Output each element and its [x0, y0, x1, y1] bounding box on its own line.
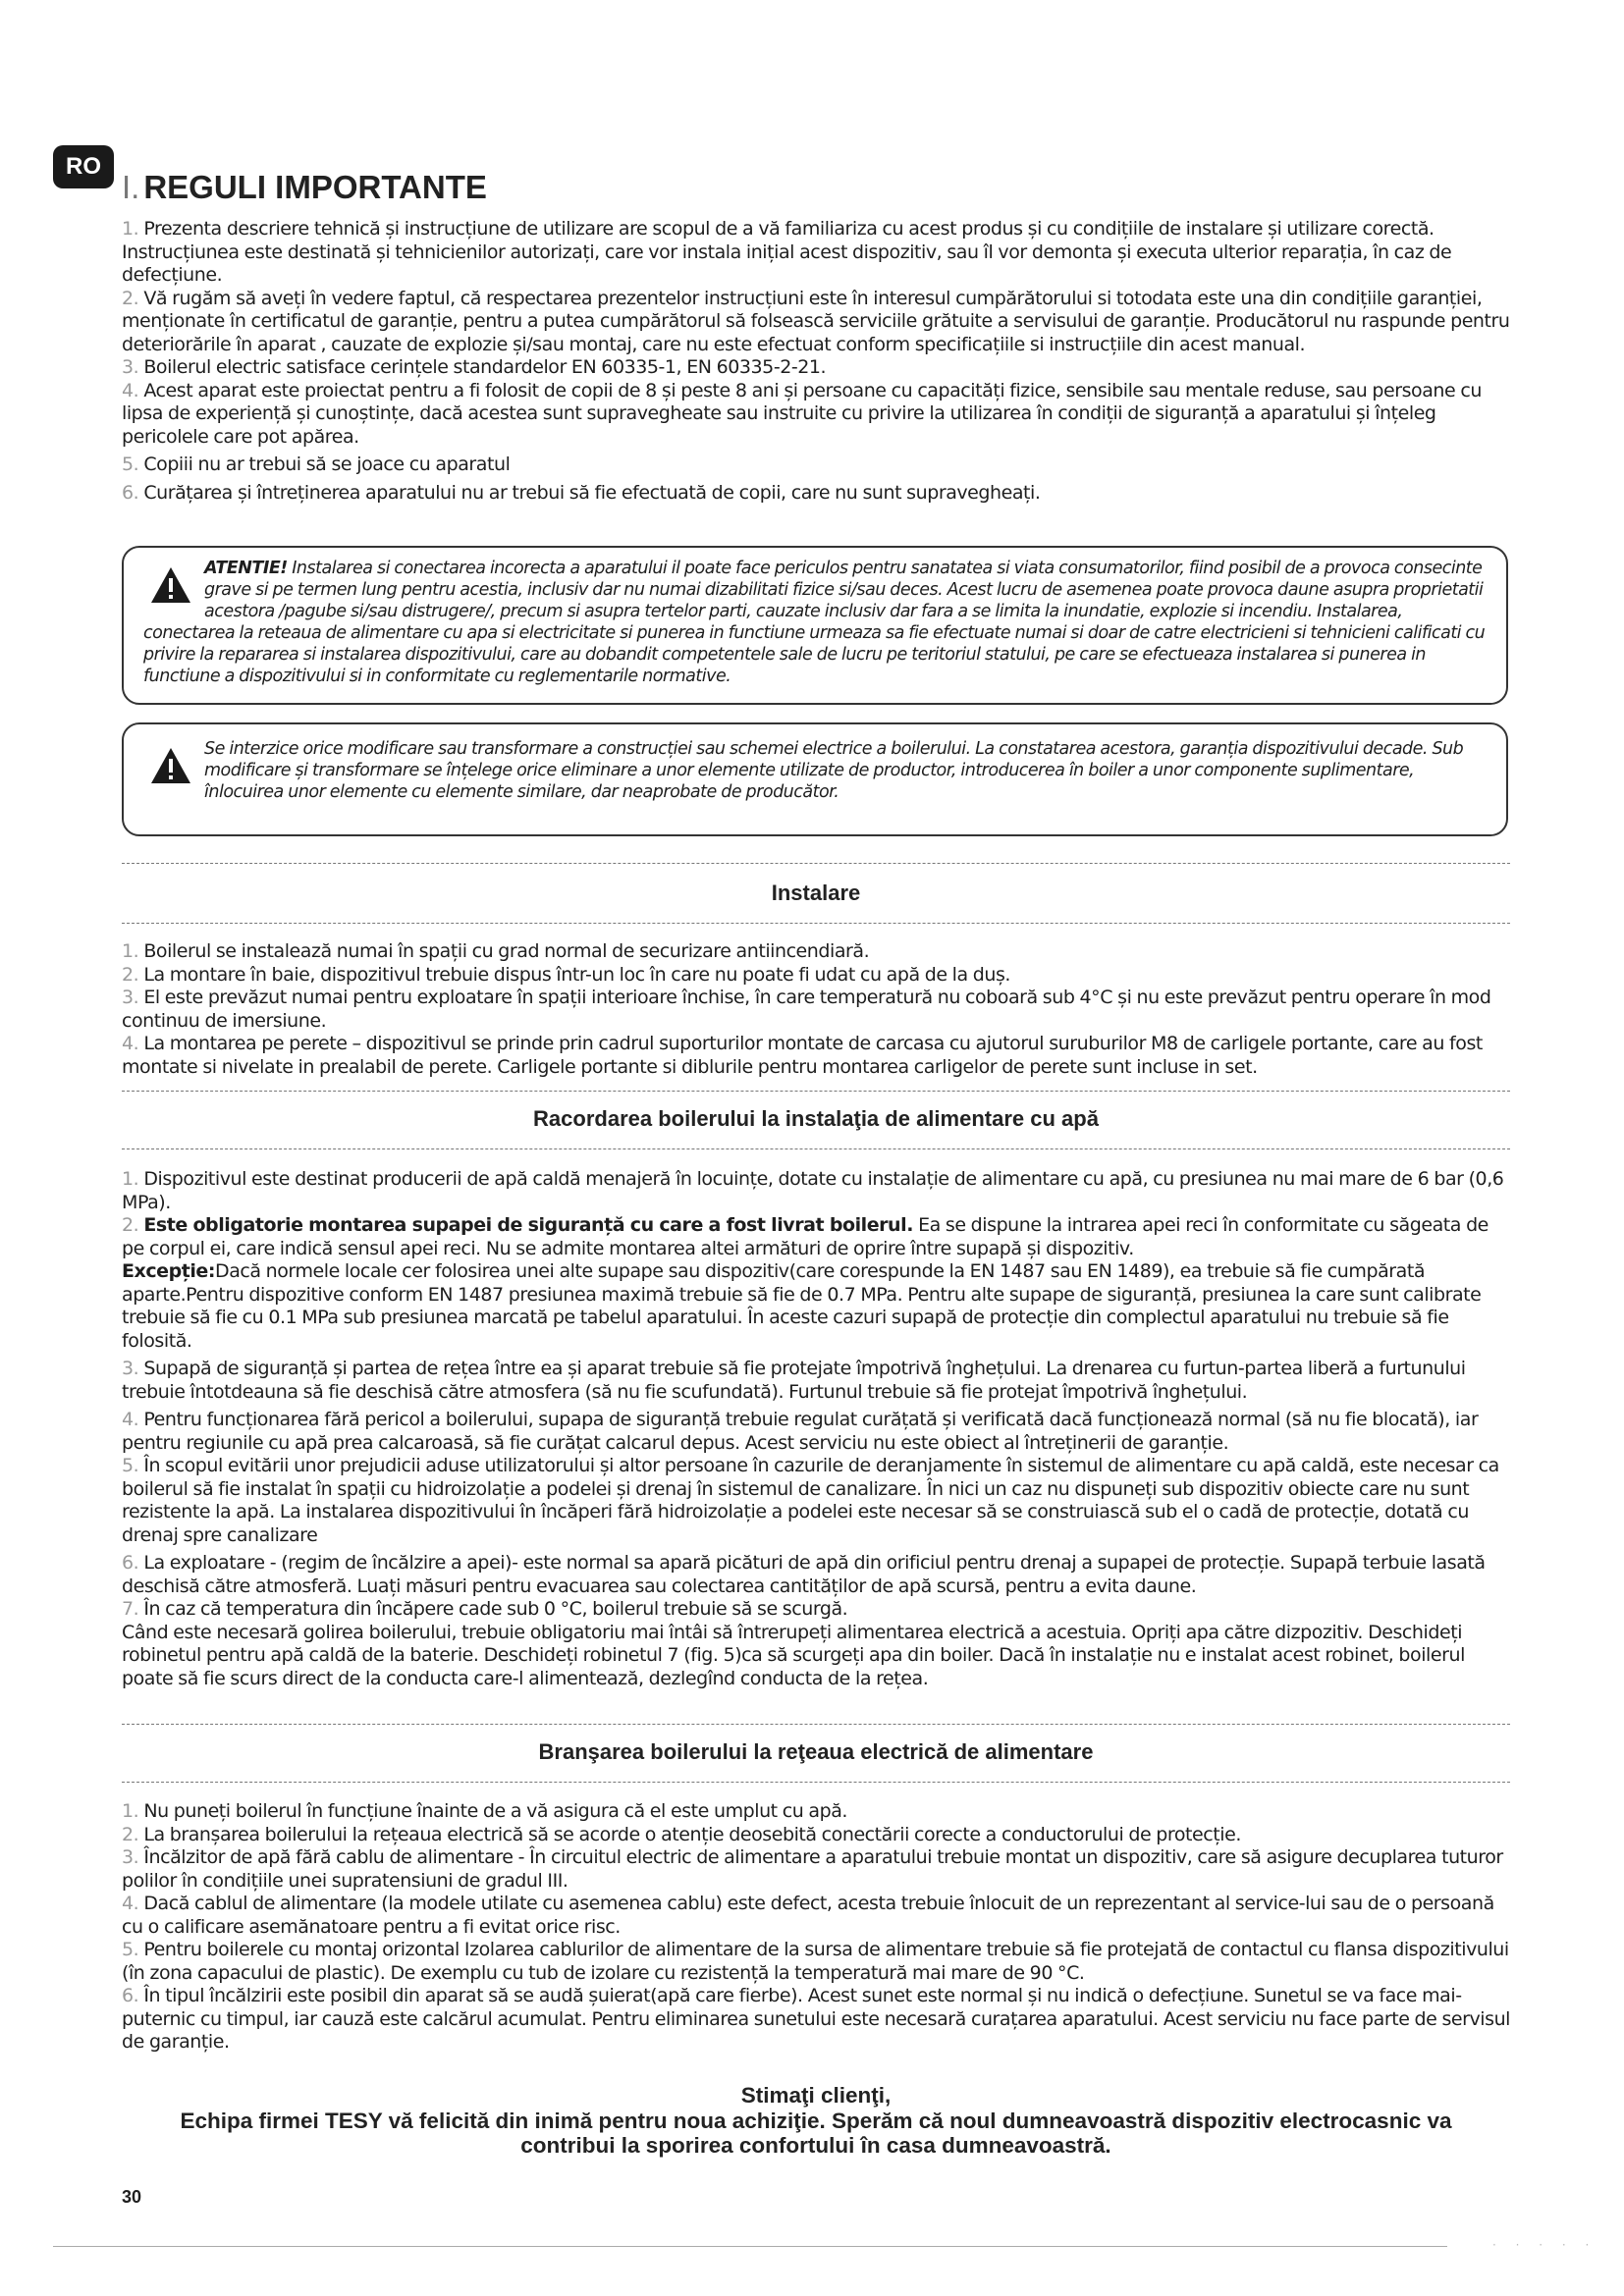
- warning-triangle-icon: [149, 565, 192, 605]
- bransare-list: [122, 1800, 1510, 2055]
- heading-instalare: Instalare: [771, 881, 861, 905]
- list-item: 1. Boilerul se instalează numai în spații cu grad normal de securizare antiincendiară.: [122, 940, 870, 962]
- list-item: 1. Dispozitivul este destinat producerii de apă caldă menajeră în locuințe, dotate cu instalație de alimentare cu apă, cu presiunea nu mai mare de 6 bar (0,6 MPa).: [122, 1168, 1504, 1213]
- intro-item: 6. Curățarea și întreținerea aparatului nu ar trebui să fie efectuată de copii, care nu sunt supravegheați.: [122, 481, 1041, 504]
- intro-item: 5. Copiii nu ar trebui să se joace cu aparatul: [122, 454, 511, 475]
- divider: [122, 1782, 1510, 1783]
- list-item: 5. Pentru boilerele cu montaj orizontal Izolarea cablurilor de alimentare de la sursa de alimentare trebuie să fie protejată de contactul cu flansa dispozitivului (în zona capacului de plastic). De exemplu cu tub de izolare cu rezistență la temperatură mai mare de 90 °C.: [122, 1939, 1509, 1984]
- exception-note: Excepție:Dacă normele locale cer folosirea unei alte supape sau dispozitiv(care corespunde la EN 1487 sau EN 1489), ea trebuie să fie cumpărată aparte.Pentru dispozitive conform EN 1487 presiunea maximă trebuie să fie de 0.7 MPa. Pentru alte supape de siguranță, presiunea la care sunt calibrate trebuie să fie cu 0.1 MPa sub presiunea marcată pe tabelul aparatului. În aceste cazuri supapă de protecție din complectul aparatului nu trebuie să fie folosită.: [122, 1260, 1482, 1352]
- closing-message: Echipa firmei TESY vă felicită din inimă pentru noua achiziţie. Sperăm că noul dumneavoastră dispozitiv electrocasnic va contribui la sporirea confortului în casa dumneavoastră.: [180, 2109, 1452, 2158]
- warning-label: ATENTIE!: [204, 559, 288, 578]
- section-title: [122, 169, 487, 206]
- page-number: 30: [122, 2187, 142, 2207]
- racordare-list: [122, 1168, 1510, 1690]
- closing-greeting: Stimaţi clienţi,: [740, 2083, 892, 2108]
- section-title-text: REGULI IMPORTANTE: [143, 169, 487, 205]
- intro-item: 2. Vă rugăm să aveți în vedere faptul, că respectarea prezentelor instrucțiuni este în interesul cumpărătorului si totodata este una din condițiile garanției, menționate în certificatul de garanție, pentru a putea cumpărătorul să folsească serviciile grătuite a servisului de garanție. Producătorul nu raspunde pentru deteriorările în aparat , cauzate de explozie și/sau montaj, care nu este efectuat conform specificațiile si instrucțiile din acest manual.: [122, 287, 1510, 355]
- list-item: 4. La montarea pe perete – dispozitivul se prinde prin cadrul suporturilor montate de carcasa cu ajutorul suruburilor M8 de carligele portante, care au fost montate si nivelate in prealabil de perete. Carligele portante si diblurile pentru montarea carligelor de perete sunt incluse in set.: [122, 1033, 1483, 1078]
- list-item: 3. Încălzitor de apă fără cablu de alimentare - În circuitul electric de alimentare a aparatului trebuie montat un dispozitiv, care să asigure decuplarea tuturor polilor în condițiile unei supratensiuni de gradul III.: [122, 1846, 1503, 1892]
- list-item: 2. La montare în baie, dispozitivul trebuie dispus într-un loc în care nu poate fi udat cu apă de la duș.: [122, 963, 1011, 986]
- divider: [122, 1148, 1510, 1149]
- intro-item: 1. Prezenta descriere tehnică și instrucțiune de utilizare are scopul de a vă familiariza cu acest produs și cu condițiile de instalare și utilizare corectă. Instrucțiunea este destinată și tehnicienilor autorizați, care vor instala inițial acest dispozitiv, sau îl vor demonta și executa ulterior reparația, în caz de defecțiune.: [122, 218, 1452, 286]
- warning-text: Se interzice orice modificare sau transformare a construcției sau schemei electrice a boilerului. La constatarea acestora, garanția dispozitivului decade. Sub modificare și transformare se înțelege orice eliminare a unor elemente utilizate de productor, introducerea în boiler a unor componente suplimentare, înlocuirea unor elemente cu elemente similare, dar neaprobate de producător.: [204, 739, 1464, 802]
- footer-rule: [53, 2246, 1447, 2247]
- list-item: 1. Nu puneți boilerul în funcțiune înainte de a vă asigura că el este umplut cu apă.: [122, 1800, 848, 1822]
- warning-triangle-icon: [149, 746, 192, 785]
- intro-list: [122, 218, 1510, 505]
- section-number: I.: [122, 169, 140, 205]
- divider: [122, 1724, 1510, 1725]
- drain-instructions: Când este necesară golirea boilerului, trebuie obligatoriu mai întâi să întrerupeți alimentarea electrică a acestuia. Opriți apa către dizpozitiv. Deschideți robinetul pentru apă caldă de la baterie. Deschideți robinetul 7 (fig. 5)ca să scurgeți apa din boiler. Dacă în instalație nu e instalat acest robinet, boilerul poate să fie scurs direct de la conducta care-l alimentează, dezlegînd conducta de la rețea.: [122, 1621, 1465, 1689]
- list-item: 4. Dacă cablul de alimentare (la modele utilate cu asemenea cablu) este defect, acesta trebuie înlocuit de un reprezentant al service-lui sau de o persoană cu o calificare asemănatoare pentru a fi evitat orice risc.: [122, 1893, 1494, 1938]
- footer-marks: · · · · ·: [1492, 2238, 1597, 2252]
- list-item: 6. În tipul încălzirii este posibil din aparat să se audă șuierat(apă care fierbe). Acest sunet este normal și nu indică o defecțiune. Sunetul se va face mai- puternic cu timpul, iar cauză este calcărul acumulat. Pentru eliminarea sunetului este necesară curațarea aparatului. Acest serviciu nu face parte de servisul de garanție.: [122, 1985, 1511, 2053]
- divider: [122, 1091, 1510, 1092]
- list-item: 2. Este obligatorie montarea supapei de siguranță cu care a fost livrat boilerul. Ea se dispune la intrarea apei reci în conformitate cu săgeata de pe corpul ei, care indică sensul apei reci. Nu se admite montarea altei armături de oprire între supapă și dispozitiv.: [122, 1214, 1489, 1259]
- warning-text: Instalarea si conectarea incorecta a aparatului il poate face periculos pentru sanatatea si viata consumatorilor, fiind posibil de a provoca consecinte grave si pe termen lung pentru acestia, inclusiv dar nu numai dizabilitati fizice si/sau deces. Acest lucru de asemenea poate provoca daune asupra proprietatii acestora /pagube si/sau distrugere/, precum si asupra tertelor parti, cauzate inclusiv dar fara a se limita la inundatie, explozie si incendiu. Instalarea, conectarea la reteaua de alimentare cu apa si electricitate si punerea in functiune urmeaza sa fie efectuate numai si doar de catre electricieni si tehnicieni calificati cu privire la repararea si instalarea dispozitivului, care au dobandit competentele sale de lucru pe teritoriul statului, pe care se efectueaza instalarea si punerea in functiune a dispozitivului si in conformitate cu reglementarile normative.: [143, 559, 1486, 686]
- intro-item: 3. Boilerul electric satisface cerințele standardelor EN 60335-1, EN 60335-2-21.: [122, 356, 827, 378]
- intro-item: 4. Acest aparat este proiectat pentru a fi folosit de copii de 8 și peste 8 ani și persoane cu capacități fizice, sensibile sau mentale reduse, sau persoane cu lipsa de experiență și cunoștințe, dacă acestea sunt supravegheate sau instruite cu privire la utilizarea în condiții de siguranță a aparatului și înțeleg pericolele care pot apărea.: [122, 379, 1482, 448]
- list-item: 3. Supapă de siguranță și partea de rețea între ea și aparat trebuie să fie protejate împotrivă înghețului. La drenarea cu furtun-partea liberă a furtunului trebuie întotdeauna să fie deschisă către atmosfera (să nu fie scufundată). Furtunul trebuie să fie protejat împotrivă înghețului.: [122, 1358, 1466, 1403]
- instalare-list: [122, 940, 1510, 1079]
- heading-bransare: Branşarea boilerului la reţeaua electrică de alimentare: [538, 1739, 1094, 1764]
- list-item: 6. La exploatare - (regim de încălzire a apei)- este normal sa apară picături de apă din orificiul pentru drenaj a supapei de protecție. Supapă terbuie lasată deschisă către atmosferă. Luați măsuri pentru evacuarea sau colectarea cantităților de apă scursă, pentru a evita daune.: [122, 1552, 1486, 1597]
- warning-box-modification: [122, 722, 1508, 836]
- language-badge: RO: [53, 145, 114, 188]
- heading-racordare: Racordarea boilerului la instalaţia de alimentare cu apă: [533, 1106, 1099, 1131]
- divider: [122, 923, 1510, 924]
- list-item: 4. Pentru funcționarea fără pericol a boilerului, supapa de siguranță trebuie regulat curățată și verificată dacă funcționează normal (să nu fie blocată), iar pentru regiunile cu apă prea calcaroasă, să fie curățat calcarul depus. Acest serviciu nu este obiect al întreținerii de garanție.: [122, 1409, 1479, 1454]
- list-item: 3. El este prevăzut numai pentru exploatare în spații interioare închise, în care temperatură nu coboară sub 4°C și nu este prevăzut pentru operare în mod continuu de imersiune.: [122, 987, 1491, 1032]
- warning-box-attention: [122, 546, 1508, 705]
- list-item: 2. La branșarea boilerului la rețeaua electrică să se acorde o atenție deosebită conectării corecte a conductorului de protecție.: [122, 1823, 1241, 1845]
- list-item: 5. În scopul evitării unor prejudicii aduse utilizatorului și altor persoane în cazurile de deranjamente în sistemul de alimentare cu apă caldă, este necesar ca boilerul să fie instalat în spații cu hidroizolație a podelei și drenaj în sistemul de canalizare. În nici un caz nu dispuneți sub dispozitiv obiecte care nu sunt rezistente la apă. La instalarea dispozitivului în încăperi fără hidroizolație a podelei este necesar să se construiască sub el o cadă de protecție, dotată cu drenaj spre canalizare: [122, 1455, 1499, 1546]
- list-item: 7. În caz că temperatura din încăpere cade sub 0 °C, boilerul trebuie să se scurgă.: [122, 1598, 848, 1620]
- divider: [122, 863, 1510, 864]
